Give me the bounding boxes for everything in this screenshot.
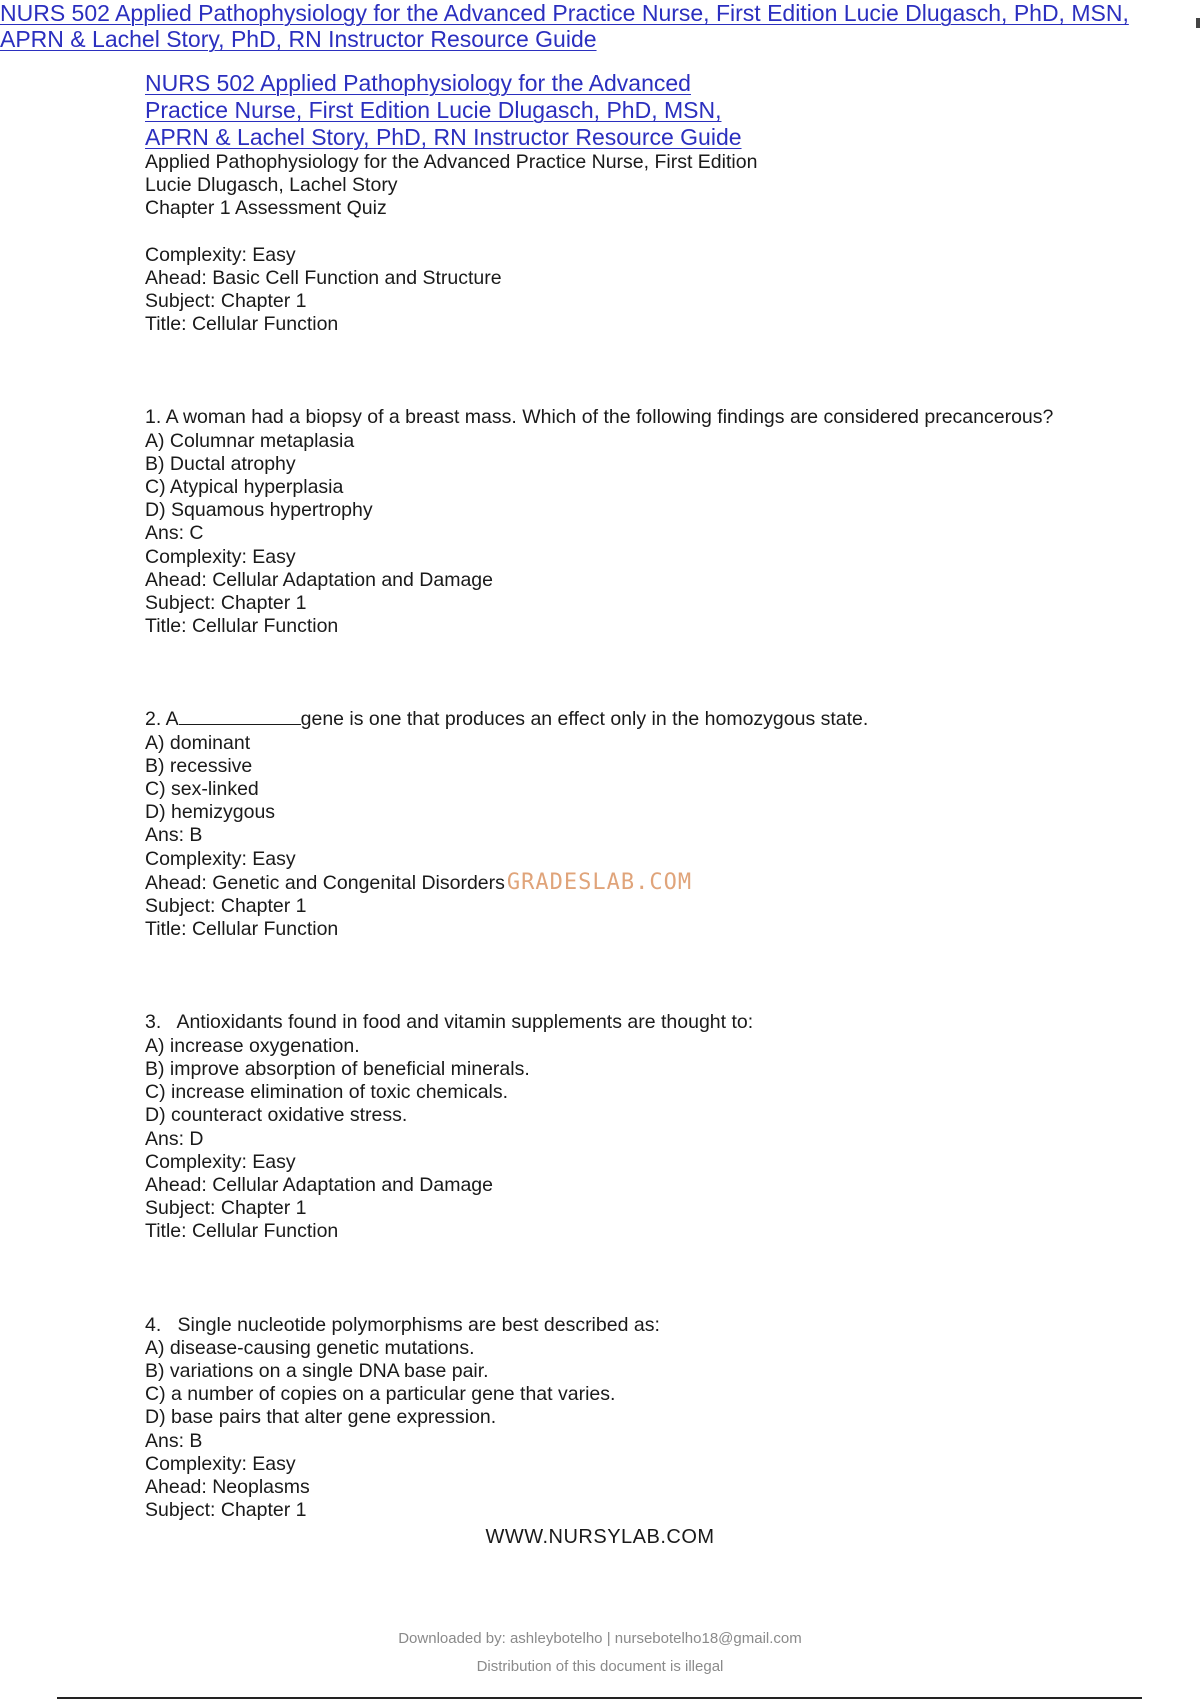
question-ahead: Ahead: Genetic and Congenital Disorders bbox=[145, 871, 505, 894]
question-2 bbox=[145, 708, 1145, 941]
question-subject: Subject: Chapter 1 bbox=[145, 1499, 307, 1522]
question-answer: Ans: C bbox=[145, 522, 204, 545]
intro-title: Title: Cellular Function bbox=[145, 313, 339, 336]
question-option: A) increase oxygenation. bbox=[145, 1034, 360, 1057]
question-option: B) recessive bbox=[145, 754, 253, 777]
intro-subject: Subject: Chapter 1 bbox=[145, 290, 307, 313]
question-option: C) increase elimination of toxic chemicals. bbox=[145, 1081, 509, 1104]
question-option: D) base pairs that alter gene expression. bbox=[145, 1406, 497, 1429]
question-ahead: Ahead: Cellular Adaptation and Damage bbox=[145, 568, 493, 591]
question-stem: 4. Single nucleotide polymorphisms are best described as: bbox=[145, 1313, 660, 1336]
header-link-line2[interactable]: APRN & Lachel Story, PhD, RN Instructor Resource Guide bbox=[0, 26, 597, 52]
question-option: D) counteract oxidative stress. bbox=[145, 1104, 408, 1127]
question-option: B) improve absorption of beneficial minerals. bbox=[145, 1057, 530, 1080]
header-link-line1[interactable]: NURS 502 Applied Pathophysiology for the Advanced Practice Nurse, First Edition Lucie Dlugasch, PhD, MSN, bbox=[0, 0, 1129, 26]
intro-complexity: Complexity: Easy bbox=[145, 243, 296, 266]
fill-in-blank bbox=[179, 708, 301, 725]
intro-ahead: Ahead: Basic Cell Function and Structure bbox=[145, 266, 502, 289]
question-option: A) disease-causing genetic mutations. bbox=[145, 1336, 475, 1359]
download-note: Downloaded by: ashleybotelho | nursebotelho18@gmail.com bbox=[398, 1630, 802, 1647]
title-link-line1[interactable]: NURS 502 Applied Pathophysiology for the Advanced bbox=[145, 70, 691, 96]
document-body bbox=[145, 70, 1145, 1522]
question-stem: 1. A woman had a biopsy of a breast mass. Which of the following findings are considered precancerous? bbox=[145, 406, 1054, 429]
question-title: Title: Cellular Function bbox=[145, 615, 339, 638]
question-answer: Ans: D bbox=[145, 1127, 204, 1150]
question-1 bbox=[145, 406, 1145, 638]
question-option: B) Ductal atrophy bbox=[145, 452, 296, 475]
question-option: D) Squamous hypertrophy bbox=[145, 499, 373, 522]
question-option: C) a number of copies on a particular gene that varies. bbox=[145, 1383, 616, 1406]
question-subject: Subject: Chapter 1 bbox=[145, 592, 307, 615]
question-answer: Ans: B bbox=[145, 1429, 203, 1452]
question-4 bbox=[145, 1314, 1145, 1523]
book-title: Applied Pathophysiology for the Advanced Practice Nurse, First Edition bbox=[145, 151, 758, 173]
title-link-line3[interactable]: APRN & Lachel Story, PhD, RN Instructor Resource Guide bbox=[145, 124, 742, 150]
question-subject: Subject: Chapter 1 bbox=[145, 1197, 307, 1220]
book-authors: Lucie Dlugasch, Lachel Story bbox=[145, 174, 398, 197]
bottom-rule bbox=[57, 1697, 1142, 1699]
question-option: B) variations on a single DNA base pair. bbox=[145, 1359, 489, 1382]
distribution-note: Distribution of this document is illegal bbox=[476, 1658, 724, 1675]
question-option: D) hemizygous bbox=[145, 801, 276, 824]
question-stem: 3. Antioxidants found in food and vitamin supplements are thought to: bbox=[145, 1011, 754, 1034]
question-complexity: Complexity: Easy bbox=[145, 847, 296, 870]
question-option: C) Atypical hyperplasia bbox=[145, 476, 344, 499]
question-ahead: Ahead: Neoplasms bbox=[145, 1475, 310, 1498]
question-stem bbox=[145, 708, 1145, 731]
question-ahead: Ahead: Cellular Adaptation and Damage bbox=[145, 1173, 493, 1196]
page-edge-mark bbox=[1196, 18, 1200, 28]
question-stem-prefix: 2. A bbox=[145, 708, 179, 731]
title-link-block bbox=[145, 70, 765, 151]
document-header bbox=[0, 0, 1150, 52]
question-3 bbox=[145, 1011, 1145, 1243]
question-title: Title: Cellular Function bbox=[145, 918, 339, 941]
question-title: Title: Cellular Function bbox=[145, 1220, 339, 1243]
question-complexity: Complexity: Easy bbox=[145, 1150, 296, 1173]
watermark: GRADESLAB.COM bbox=[506, 869, 693, 895]
question-complexity: Complexity: Easy bbox=[145, 545, 296, 568]
question-subject: Subject: Chapter 1 bbox=[145, 895, 307, 918]
question-stem-suffix: gene is one that produces an effect only in the homozygous state. bbox=[300, 708, 869, 731]
question-complexity: Complexity: Easy bbox=[145, 1452, 296, 1475]
question-option: A) Columnar metaplasia bbox=[145, 429, 355, 452]
title-link-line2[interactable]: Practice Nurse, First Edition Lucie Dlugasch, PhD, MSN, bbox=[145, 97, 722, 123]
quiz-title: Chapter 1 Assessment Quiz bbox=[145, 197, 387, 220]
question-option: C) sex-linked bbox=[145, 778, 259, 801]
question-answer: Ans: B bbox=[145, 824, 203, 847]
question-option: A) dominant bbox=[145, 731, 251, 754]
site-footer: WWW.NURSYLAB.COM bbox=[485, 1526, 715, 1548]
question-ahead-row bbox=[145, 871, 1145, 895]
